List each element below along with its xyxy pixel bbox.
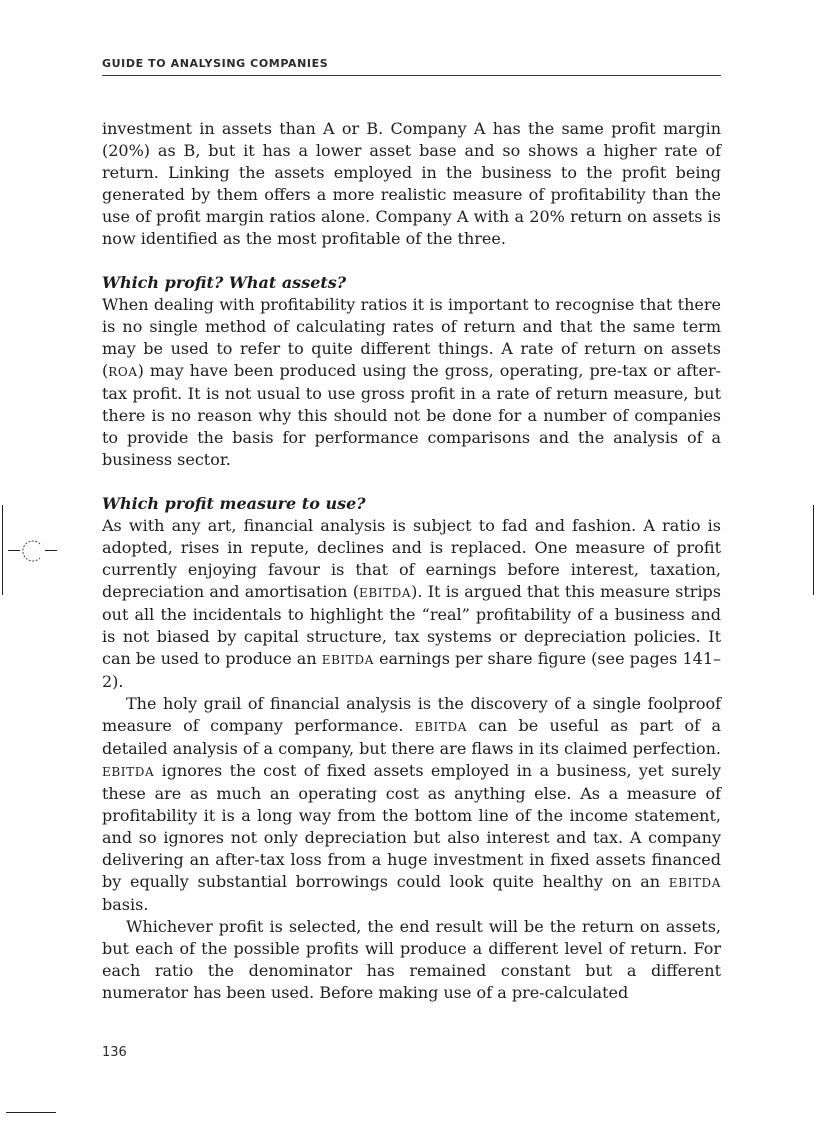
- paragraph: Whichever profit is selected, the end result will be the return on assets, but each of the possible profits will produce a different level of return. For each ratio the denominator has remained constant but a different numerator has been used. Before making use of a pre-calculated: [102, 917, 721, 1002]
- paragraph: The holy grail of financial analysis is the discovery of a single foolproof measure of company performance. EBITDA can be useful as part of a detailed analysis of a company, but there are flaws in its claimed perfection. EBITDA ignores the cost of fixed assets employed in a business, yet surely these are as much an operating cost as anything else. As a measure of profitability it is a long way from the bottom line of the income statement, and so ignores not only depreciation but also interest and tax. A company delivering an after-tax loss from a huge investment in fixed assets financed by equally substantial borrowings could look quite healthy on an EBITDA basis.: [102, 694, 721, 914]
- crop-mark-right-tick: [45, 550, 57, 551]
- paragraph: As with any art, financial analysis is subject to fad and fashion. A ratio is adopted, rises in repute, declines and is replaced. One measure of profit currently enjoying favour is that of earnings before interest, taxation, depreciation and amortisation (EBITDA). It is argued that this measure strips out all the incidentals to highlight the “real” profitability of a business and is not biased by capital structure, tax systems or depreciation policies. It can be used to produce an EBITDA earnings per share figure (see pages 141–2).: [102, 516, 722, 691]
- paragraph: When dealing with profitability ratios it is important to recognise that there is no single method of calculating rates of return and that the same term may be used to refer to quite different things. A rate of return on assets (ROA) may have been produced using the gross, operating, pre-tax or after-tax profit. It is not usual to use gross profit in a rate of return measure, but there is no reason why this should not be done for a number of companies to provide the basis for performance comparisons and the analysis of a business sector.: [102, 295, 721, 469]
- abbreviation: EBITDA: [102, 765, 155, 779]
- crop-mark-right-vertical: [813, 505, 814, 595]
- crop-mark-left-vertical: [2, 505, 3, 595]
- crop-mark-bottom-left: [6, 1112, 56, 1113]
- abbreviation: EBITDA: [321, 653, 374, 667]
- section-heading: Which profit? What assets?: [102, 273, 347, 292]
- page-body: [102, 118, 721, 1004]
- abbreviation: ROA: [108, 365, 138, 379]
- registration-mark-icon: [20, 538, 46, 564]
- page-number: 136: [102, 1045, 127, 1060]
- header-rule: [102, 75, 721, 76]
- abbreviation: EBITDA: [358, 586, 412, 600]
- running-header: GUIDE TO ANALYSING COMPANIES: [102, 57, 329, 70]
- abbreviation: EBITDA: [414, 720, 467, 734]
- section-heading: Which profit measure to use?: [102, 494, 366, 513]
- paragraph: investment in assets than A or B. Company A has the same profit margin (20%) as B, but it has a lower asset base and so shows a higher rate of return. Linking the assets employed in the business to the profit being generated by them offers a more realistic measure of profitability than the use of profit margin ratios alone. Company A with a 20% return on assets is now identified as the most profitable of the three.: [102, 119, 721, 248]
- crop-mark-left-tick: [8, 550, 20, 551]
- abbreviation: EBITDA: [668, 876, 721, 890]
